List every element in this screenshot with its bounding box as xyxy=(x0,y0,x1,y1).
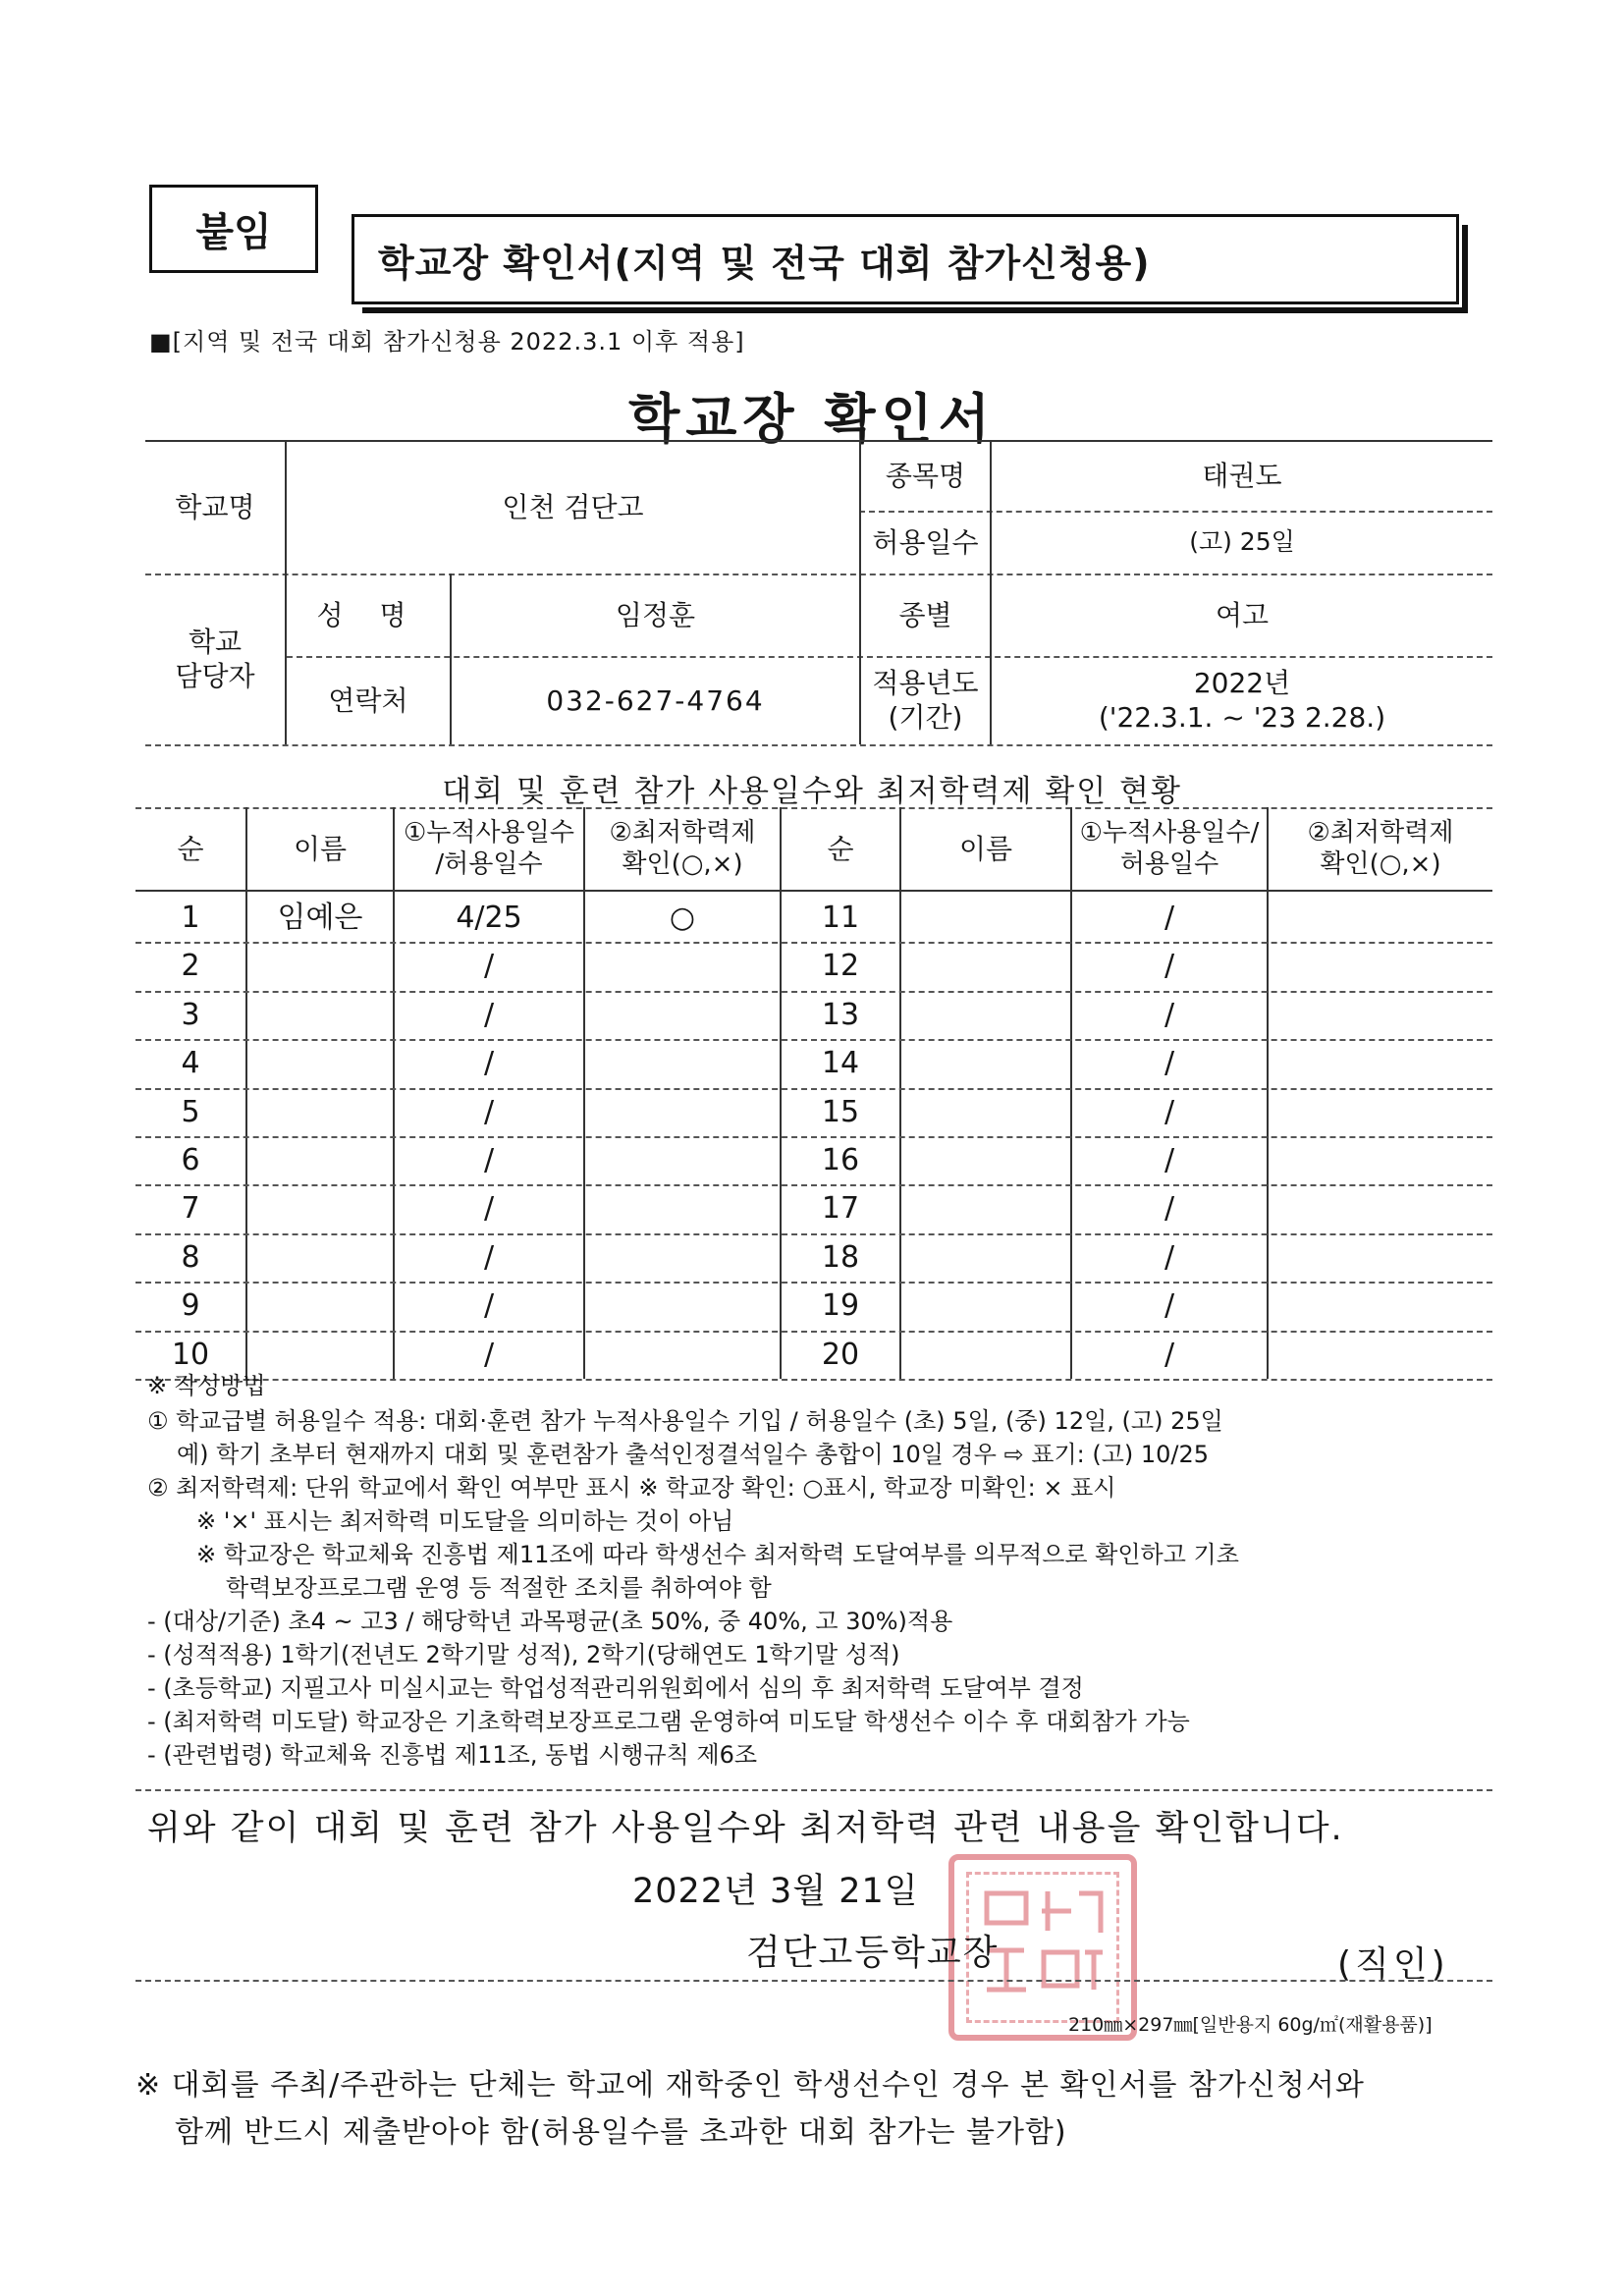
status-header-border xyxy=(135,890,1492,892)
row-days: / xyxy=(483,1239,495,1275)
row-number-right: 14 xyxy=(821,1046,860,1081)
row-days-right: / xyxy=(1164,1337,1175,1372)
row-check: ○ xyxy=(669,900,696,935)
header-check-line2: 확인(○,×) xyxy=(622,849,743,879)
row-days: / xyxy=(483,1094,495,1129)
row-days: / xyxy=(483,1288,495,1324)
header-days-line1: ①누적사용일수 xyxy=(403,817,574,847)
row-number: 5 xyxy=(181,1094,200,1129)
header-name: 이름 xyxy=(293,832,348,865)
row-days-right: / xyxy=(1164,1046,1175,1081)
row-name: 임예은 xyxy=(277,900,363,935)
header-days xyxy=(395,807,583,890)
row-days: / xyxy=(483,1046,495,1081)
attachment-label: 붙임 xyxy=(149,185,318,273)
row-days: / xyxy=(483,1142,495,1177)
row-days-right: / xyxy=(1164,997,1175,1032)
year-value-line2: ('22.3.1. ~ '23 2.28.) xyxy=(1098,701,1386,734)
seal-label: (직인) xyxy=(1337,1944,1449,1985)
sport-value: 태권도 xyxy=(1202,459,1282,492)
row-name-right xyxy=(901,1233,1070,1282)
info-bottom-border xyxy=(145,744,1492,746)
row-number-right: 17 xyxy=(821,1191,860,1227)
allowed-days-label: 허용일수 xyxy=(872,525,979,559)
document-title: 학교장 확인서(지역 및 전국 대회 참가신청용) xyxy=(352,214,1459,304)
row-check-right xyxy=(1269,1233,1492,1282)
header-check-line1: ②최저학력제 xyxy=(609,817,756,847)
phone-label: 연락처 xyxy=(328,683,408,717)
row-check-right xyxy=(1269,942,1492,990)
row-number: 1 xyxy=(181,900,200,935)
row-check-right xyxy=(1269,1282,1492,1330)
row-days: / xyxy=(483,1191,495,1227)
row-days: / xyxy=(483,1337,495,1372)
row-number-right: 12 xyxy=(821,949,860,984)
row-name xyxy=(247,1282,393,1330)
row-name xyxy=(247,1331,393,1379)
row-days-right: / xyxy=(1164,949,1175,984)
row-days-right: / xyxy=(1164,1142,1175,1177)
row-check-right xyxy=(1269,1184,1492,1232)
method-title: ※ 작성방법 xyxy=(147,1372,266,1399)
method-line: 예) 학기 초부터 현재까지 대회 및 훈련참가 출석인정결석일수 총합이 10일 경우 ⇨ 표기: (고) 10/25 xyxy=(177,1441,1210,1468)
method-bottom-border xyxy=(135,1789,1492,1791)
row-number: 3 xyxy=(181,997,200,1032)
header-no: 순 xyxy=(177,832,204,865)
method-line: - (최저학력 미도달) 학교장은 기초학력보장프로그램 운영하여 미도달 학생선수 이수 후 대회참가 가능 xyxy=(147,1708,1190,1735)
confirmation-statement: 위와 같이 대회 및 훈련 참가 사용일수와 최저학력 관련 내용을 확인합니다. xyxy=(147,1809,1344,1848)
scope-note: ■[지역 및 전국 대회 참가신청용 2022.3.1 이후 적용] xyxy=(149,328,745,355)
footer-note xyxy=(135,2062,1365,2157)
row-check xyxy=(585,1282,780,1330)
year-value xyxy=(992,656,1492,744)
footer-note-line1: ※ 대회를 주최/주관하는 단체는 학교에 재학중인 학생선수인 경우 본 확인서를 참가신청서와 xyxy=(135,2068,1365,2103)
row-check-right xyxy=(1269,894,1492,942)
row-days-right: / xyxy=(1164,1288,1175,1324)
row-name xyxy=(247,1136,393,1184)
row-name xyxy=(247,1184,393,1232)
row-check-right xyxy=(1269,991,1492,1039)
method-line: - (초등학교) 지필고사 미실시교는 학업성적관리위원회에서 심의 후 최저학력 도달여부 결정 xyxy=(147,1674,1084,1702)
row-number: 6 xyxy=(181,1142,200,1177)
method-line: ① 학교급별 허용일수 적용: 대회·훈련 참가 누적사용일수 기입 / 허용일수 (초) 5일, (중) 12일, (고) 25일 xyxy=(147,1407,1223,1435)
paper-spec: 210㎜×297㎜[일반용지 60g/㎡(재활용품)] xyxy=(1068,2014,1433,2036)
row-name-right xyxy=(901,991,1070,1039)
contact-group-label-line2: 담당자 xyxy=(175,660,255,692)
row-check xyxy=(585,1331,780,1379)
row-number-right: 13 xyxy=(821,997,860,1032)
method-line: - (성적적용) 1학기(전년도 2학기말 성적), 2학기(당해연도 1학기말 성적) xyxy=(147,1641,900,1668)
school-label: 학교명 xyxy=(175,490,255,523)
row-number-right: 19 xyxy=(821,1288,860,1324)
row-days-right: / xyxy=(1164,1239,1175,1275)
header-no-right: 순 xyxy=(827,832,854,865)
header-check-right-line2: 확인(○,×) xyxy=(1320,849,1441,879)
row-name-right xyxy=(901,894,1070,942)
row-name xyxy=(247,991,393,1039)
contact-group-label xyxy=(145,574,285,744)
row-name xyxy=(247,1039,393,1087)
phone-value: 032-627-4764 xyxy=(546,683,765,717)
row-name-right xyxy=(901,1282,1070,1330)
row-name xyxy=(247,1233,393,1282)
name-label: 성 명 xyxy=(316,598,420,631)
status-title: 대회 및 훈련 참가 사용일수와 최저학력제 확인 현황 xyxy=(442,774,1182,809)
row-check-right xyxy=(1269,1136,1492,1184)
row-days: 4/25 xyxy=(456,900,522,935)
row-check xyxy=(585,991,780,1039)
row-name-right xyxy=(901,1088,1070,1136)
principal-name: 검단고등학교장 xyxy=(746,1933,1000,1973)
row-number: 2 xyxy=(181,949,200,984)
method-line: ② 최저학력제: 단위 학교에서 확인 여부만 표시 ※ 학교장 확인: ○표시, 학교장 미확인: × 표시 xyxy=(147,1474,1116,1502)
year-label-line2: (기간) xyxy=(888,701,963,734)
footer-note-line2: 함께 반드시 제출받아야 함(허용일수를 초과한 대회 참가는 불가함) xyxy=(175,2115,1067,2150)
method-line: 학력보장프로그램 운영 등 적절한 조치를 취하여야 함 xyxy=(226,1574,772,1602)
row-check xyxy=(585,1088,780,1136)
status-bottom-border xyxy=(135,1379,1492,1381)
row-check-right xyxy=(1269,1039,1492,1087)
row-number-right: 11 xyxy=(821,900,860,935)
signature-line xyxy=(135,1980,1492,1982)
row-number-right: 16 xyxy=(821,1142,860,1177)
row-name-right xyxy=(901,942,1070,990)
row-check xyxy=(585,1039,780,1087)
row-number: 9 xyxy=(181,1288,200,1324)
year-label xyxy=(861,656,990,744)
header-check-right-line1: ②최저학력제 xyxy=(1307,817,1454,847)
row-name-right xyxy=(901,1039,1070,1087)
row-check xyxy=(585,1184,780,1232)
header-days-line2: /허용일수 xyxy=(435,849,543,879)
category-label: 종별 xyxy=(898,598,952,631)
row-name-right xyxy=(901,1331,1070,1379)
header-days-right-line1: ①누적사용일수/ xyxy=(1079,817,1260,847)
header-check-right xyxy=(1269,807,1492,890)
row-check xyxy=(585,1136,780,1184)
row-number: 4 xyxy=(181,1046,200,1081)
contact-group-label-line1: 학교 xyxy=(188,626,243,658)
method-line: ※ '×' 표시는 최저학력 미도달을 의미하는 것이 아님 xyxy=(196,1507,734,1535)
row-number-right: 18 xyxy=(821,1239,860,1275)
row-number: 7 xyxy=(181,1191,200,1227)
row-check xyxy=(585,1233,780,1282)
year-label-line1: 적용년도 xyxy=(872,667,979,699)
row-number-right: 15 xyxy=(821,1094,860,1129)
category-value: 여고 xyxy=(1215,598,1270,631)
row-check-right xyxy=(1269,1088,1492,1136)
row-number: 10 xyxy=(171,1337,210,1372)
row-days-right: / xyxy=(1164,900,1175,935)
header-name-right: 이름 xyxy=(958,832,1013,865)
year-value-line1: 2022년 xyxy=(1193,667,1291,699)
row-name-right xyxy=(901,1136,1070,1184)
name-value: 임정훈 xyxy=(615,598,696,631)
row-check-right xyxy=(1269,1331,1492,1379)
header-days-right-line2: 허용일수 xyxy=(1119,849,1219,879)
row-name-right xyxy=(901,1184,1070,1232)
row-number-right: 20 xyxy=(821,1337,860,1372)
header-check xyxy=(585,807,780,890)
row-days: / xyxy=(483,997,495,1032)
row-name xyxy=(247,1088,393,1136)
method-line: - (관련법령) 학교체육 진흥법 제11조, 동법 시행규칙 제6조 xyxy=(147,1741,758,1769)
sport-label: 종목명 xyxy=(885,459,966,492)
row-number: 8 xyxy=(181,1239,200,1275)
row-days-right: / xyxy=(1164,1094,1175,1129)
row-check xyxy=(585,942,780,990)
school-value: 인천 검단고 xyxy=(502,490,644,523)
main-title: 학교장 확인서 xyxy=(628,388,996,450)
header-days-right xyxy=(1072,807,1267,890)
method-line: ※ 학교장은 학교체육 진흥법 제11조에 따라 학생선수 최저학력 도달여부를 의무적으로 확인하고 기초 xyxy=(196,1541,1239,1568)
confirmation-date: 2022년 3월 21일 xyxy=(632,1872,919,1911)
row-days-right: / xyxy=(1164,1191,1175,1227)
method-line: - (대상/기준) 초4 ~ 고3 / 해당학년 과목평균(초 50%, 중 40%, 고 30%)적용 xyxy=(147,1608,953,1635)
allowed-days-value: (고) 25일 xyxy=(1189,527,1295,557)
row-days: / xyxy=(483,949,495,984)
row-name xyxy=(247,942,393,990)
